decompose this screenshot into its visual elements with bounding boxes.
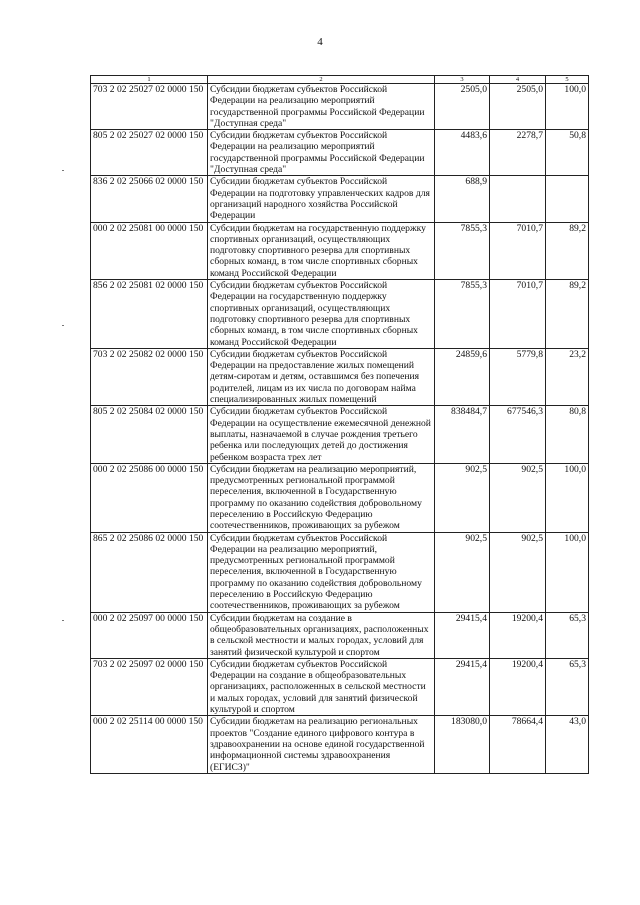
description-cell: Субсидии бюджетам на государственную поддержку спортивных организаций, осуществляющих подготовку спортивного резерва для спортивных сборных команд, в том числе спортивных сборных команд Российской Федерации [208, 222, 435, 279]
header-col-4: 4 [490, 76, 546, 84]
plan-cell: 7855,3 [435, 222, 490, 279]
plan-cell: 29415,4 [435, 612, 490, 658]
percent-cell: 43,0 [546, 716, 589, 773]
fact-cell [490, 176, 546, 222]
table-row [91, 130, 589, 176]
description-cell: Субсидии бюджетам субъектов Российской Федерации на реализацию мероприятий государственной программы Российской Федерации "Доступная среда" [208, 130, 435, 176]
fact-cell: 677546,3 [490, 406, 546, 463]
description-cell: Субсидии бюджетам на реализацию региональных проектов "Создание единого цифрового контура в здравоохранении на основе единой государственной информационной системы здравоохранения (ЕГИСЗ)" [208, 716, 435, 773]
fact-cell: 902,5 [490, 532, 546, 612]
percent-cell: 89,2 [546, 280, 589, 349]
budget-code-cell: 703 2 02 25027 02 0000 150 [91, 84, 208, 130]
plan-cell: 7855,3 [435, 280, 490, 349]
plan-cell: 902,5 [435, 463, 490, 532]
budget-table [90, 75, 589, 774]
fact-cell: 19200,4 [490, 612, 546, 658]
fact-cell: 78664,4 [490, 716, 546, 773]
table-row [91, 406, 589, 463]
header-col-1: 1 [91, 76, 208, 84]
plan-cell: 2505,0 [435, 84, 490, 130]
budget-code-cell: 000 2 02 25097 00 0000 150 [91, 612, 208, 658]
fact-cell: 2278,7 [490, 130, 546, 176]
plan-cell: 24859,6 [435, 348, 490, 405]
fact-cell: 7010,7 [490, 222, 546, 279]
table-row [91, 280, 589, 349]
plan-cell: 29415,4 [435, 658, 490, 715]
page-number: 4 [317, 36, 323, 48]
header-row [91, 76, 589, 84]
table-row [91, 532, 589, 612]
description-cell: Субсидии бюджетам субъектов Российской Федерации на подготовку управленческих кадров для организаций народного хозяйства Российской Федерации [208, 176, 435, 222]
percent-cell: 100,0 [546, 532, 589, 612]
budget-code-cell: 703 2 02 25082 02 0000 150 [91, 348, 208, 405]
description-cell: Субсидии бюджетам субъектов Российской Федерации на создание в общеобразовательных организациях, расположенных в сельской местности и малых городах, условий для занятий физической культурой и спортом [208, 658, 435, 715]
table-row [91, 716, 589, 773]
percent-cell: 100,0 [546, 463, 589, 532]
description-cell: Субсидии бюджетам на реализацию мероприятий, предусмотренных региональной программой переселения, включенной в Государственную программу по оказанию содействия добровольному переселению в Российскую Федерацию соотечественников, проживающих за рубежом [208, 463, 435, 532]
plan-cell: 4483,6 [435, 130, 490, 176]
budget-code-cell: 805 2 02 25084 02 0000 150 [91, 406, 208, 463]
budget-code-cell: 000 2 02 25114 00 0000 150 [91, 716, 208, 773]
plan-cell: 183080,0 [435, 716, 490, 773]
budget-code-cell: 865 2 02 25086 02 0000 150 [91, 532, 208, 612]
percent-cell: 65,3 [546, 658, 589, 715]
description-cell: Субсидии бюджетам субъектов Российской Федерации на осуществление ежемесячной денежной выплаты, назначаемой в случае рождения третьего ребенка или последующих детей до достижения ребенком возраста трех лет [208, 406, 435, 463]
fact-cell: 7010,7 [490, 280, 546, 349]
budget-code-cell: 805 2 02 25027 02 0000 150 [91, 130, 208, 176]
description-cell: Субсидии бюджетам субъектов Российской Федерации на государственную поддержку спортивных организаций, осуществляющих подготовку спортивного резерва для спортивных сборных команд, в том числе спортивных сборных команд Российской Федерации [208, 280, 435, 349]
description-cell: Субсидии бюджетам субъектов Российской Федерации на предоставление жилых помещений детям-сиротам и детям, оставшимся без попечения родителей, лицам из их числа по договорам найма специализированных жилых помещений [208, 348, 435, 405]
table-row [91, 176, 589, 222]
percent-cell: 80,8 [546, 406, 589, 463]
scan-speck [62, 325, 64, 326]
percent-cell: 89,2 [546, 222, 589, 279]
plan-cell: 688,9 [435, 176, 490, 222]
percent-cell: 100,0 [546, 84, 589, 130]
fact-cell: 19200,4 [490, 658, 546, 715]
percent-cell: 23,2 [546, 348, 589, 405]
budget-code-cell: 856 2 02 25081 02 0000 150 [91, 280, 208, 349]
description-cell: Субсидии бюджетам субъектов Российской Федерации на реализацию мероприятий, предусмотренных региональной программой переселения, включенной в Государственную программу по оказанию содействия добровольному переселению в Российскую Федерацию соотечественников, проживающих за рубежом [208, 532, 435, 612]
budget-code-cell: 703 2 02 25097 02 0000 150 [91, 658, 208, 715]
plan-cell: 902,5 [435, 532, 490, 612]
budget-code-cell: 836 2 02 25066 02 0000 150 [91, 176, 208, 222]
fact-cell: 5779,8 [490, 348, 546, 405]
table-row [91, 658, 589, 715]
percent-cell [546, 176, 589, 222]
header-col-3: 3 [435, 76, 490, 84]
percent-cell: 50,8 [546, 130, 589, 176]
scan-speck [62, 620, 64, 621]
table-row [91, 84, 589, 130]
fact-cell: 2505,0 [490, 84, 546, 130]
table-row [91, 348, 589, 405]
description-cell: Субсидии бюджетам субъектов Российской Федерации на реализацию мероприятий государственной программы Российской Федерации "Доступная среда" [208, 84, 435, 130]
budget-code-cell: 000 2 02 25086 00 0000 150 [91, 463, 208, 532]
table-row [91, 463, 589, 532]
header-col-5: 5 [546, 76, 589, 84]
fact-cell: 902,5 [490, 463, 546, 532]
percent-cell: 65,3 [546, 612, 589, 658]
budget-code-cell: 000 2 02 25081 00 0000 150 [91, 222, 208, 279]
description-cell: Субсидии бюджетам на создание в общеобразовательных организациях, расположенных в сельской местности и малых городах, условий для занятий физической культурой и спортом [208, 612, 435, 658]
scan-speck [62, 170, 64, 171]
plan-cell: 838484,7 [435, 406, 490, 463]
table-row [91, 222, 589, 279]
header-col-2: 2 [208, 76, 435, 84]
table-row [91, 612, 589, 658]
